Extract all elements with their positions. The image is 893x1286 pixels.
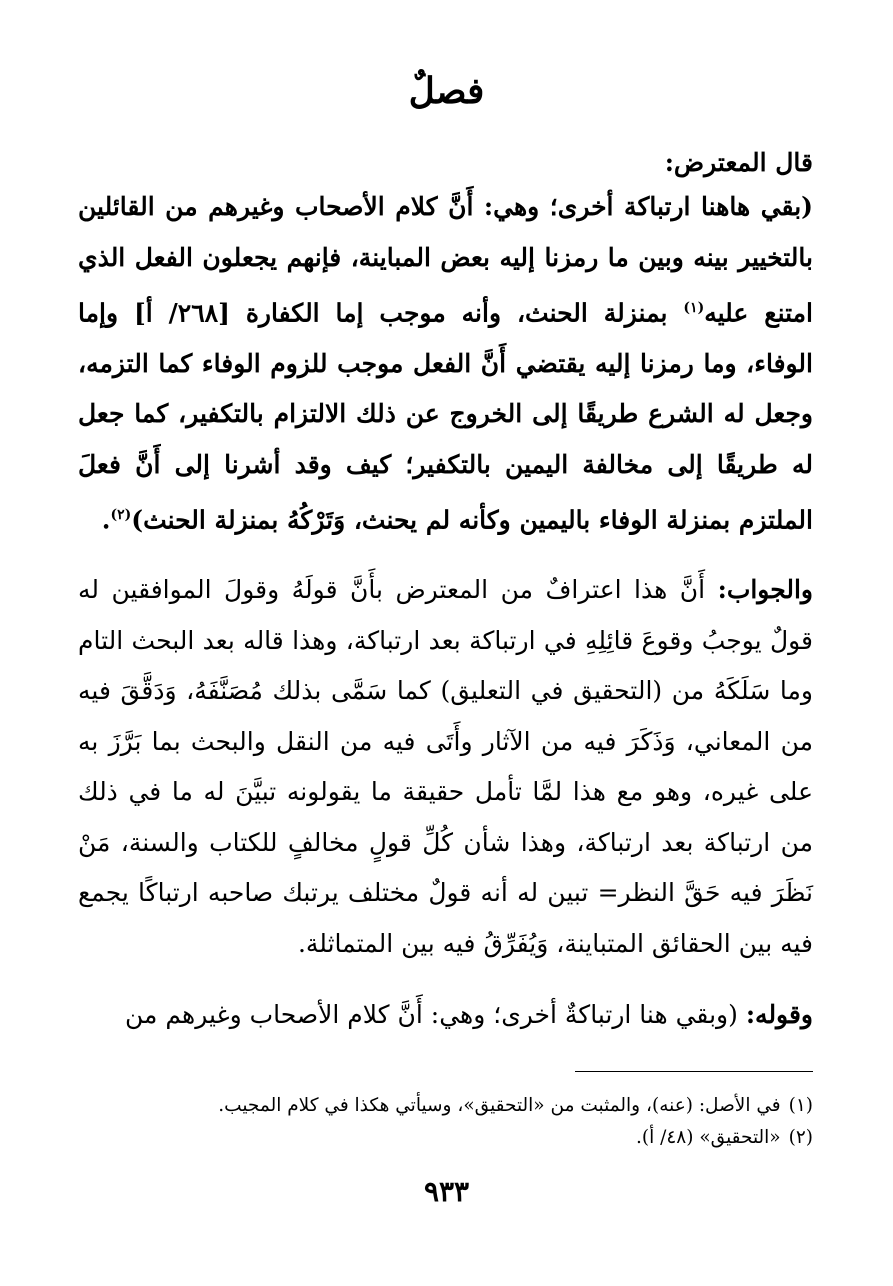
footnote-text: «التحقيق» (٤٨/ أ).	[635, 1127, 781, 1148]
page-number: ٩٣٣	[423, 1175, 470, 1208]
answer-paragraph	[78, 565, 813, 969]
footnote-divider	[575, 1071, 813, 1072]
footnote-2	[78, 1122, 813, 1154]
objection-paragraph	[78, 182, 813, 546]
footnote-1	[78, 1090, 813, 1122]
section-title: فصلٌ	[408, 70, 485, 112]
objection-text-part3: .	[101, 505, 111, 535]
objection-text-part1: (بقي هاهنا ارتباكة أخرى؛ وهي: أَنَّ كلام الأصحاب وغيرهم من القائلين بالتخيير بينه وبين ما رمزنا إليه بعض المباينة، فإنهم يجعلون الفعل الذي امتنع عليه	[78, 192, 813, 328]
footnote-reference-1[interactable]: (١)	[683, 300, 705, 316]
objection-text-part2: بمنزلة الحنث، وأنه موجب إما الكفارة [٢٦٨/ أ] وإما الوفاء، وما رمزنا إليه يقتضي أَنَّ الفعل موجب للزوم الوفاء كما التزمه، وجعل له الشرع طريقًا إلى الخروج عن ذلك الالتزام بالتكفير، كما جعل له طريقًا إلى مخالفة اليمين بالتكفير؛ كيف وقد أشرنا إلى أَنَّ فعلَ الملتزم بمنزلة الوفاء باليمين وكأنه لم يحنث، وَتَرْكُهُ بمنزلة الحنث)	[78, 298, 813, 535]
footnote-text: في الأصل: (عنه)، والمثبت من «التحقيق»، وسيأتي هكذا في كلام المجيب.	[218, 1095, 781, 1116]
footnote-number: (١)	[788, 1095, 813, 1116]
continuation-text: (وبقي هنا ارتباكةٌ أخرى؛ وهي: أَنَّ كلام الأصحاب وغيرهم من	[125, 1000, 746, 1029]
continuation-paragraph	[78, 990, 813, 1041]
continuation-label: وقوله:	[745, 1000, 813, 1029]
footnotes	[78, 1090, 813, 1154]
footnote-number: (٢)	[788, 1127, 813, 1148]
footnote-reference-2[interactable]: (٢)	[110, 507, 132, 524]
speaker-heading: قال المعترض:	[664, 148, 813, 177]
answer-label: والجواب:	[717, 575, 813, 604]
answer-text: أَنَّ هذا اعترافٌ من المعترض بأَنَّ قولَهُ وقولَ الموافقين له قولٌ يوجبُ وقوعَ قائِلِهِ في ارتباكة بعد ارتباكة، وهذا قاله بعد البحث التام وما سَلَكَهُ من (التحقيق في التعليق) كما سَمَّى بذلك مُصَنَّفَهُ، وَدَقَّقَ فيه من المعاني، وَذَكَرَ فيه من الآثار وأَتَى فيه من النقل والبحث بما بَرَّزَ به على غيره، وهو مع هذا لمَّا تأمل حقيقة ما يقولونه تبيَّنَ له ما في ذلك من ارتباكة بعد ارتباكة، وهذا شأن كُلِّ قولٍ مخالفٍ للكتاب والسنة، مَنْ نَظَرَ فيه حَقَّ النظر= تبين له أنه قولٌ مختلف يرتبك صاحبه ارتباكًا يجمع فيه بين الحقائق المتباينة، وَيُفَرِّقُ فيه بين المتماثلة.	[78, 575, 813, 958]
